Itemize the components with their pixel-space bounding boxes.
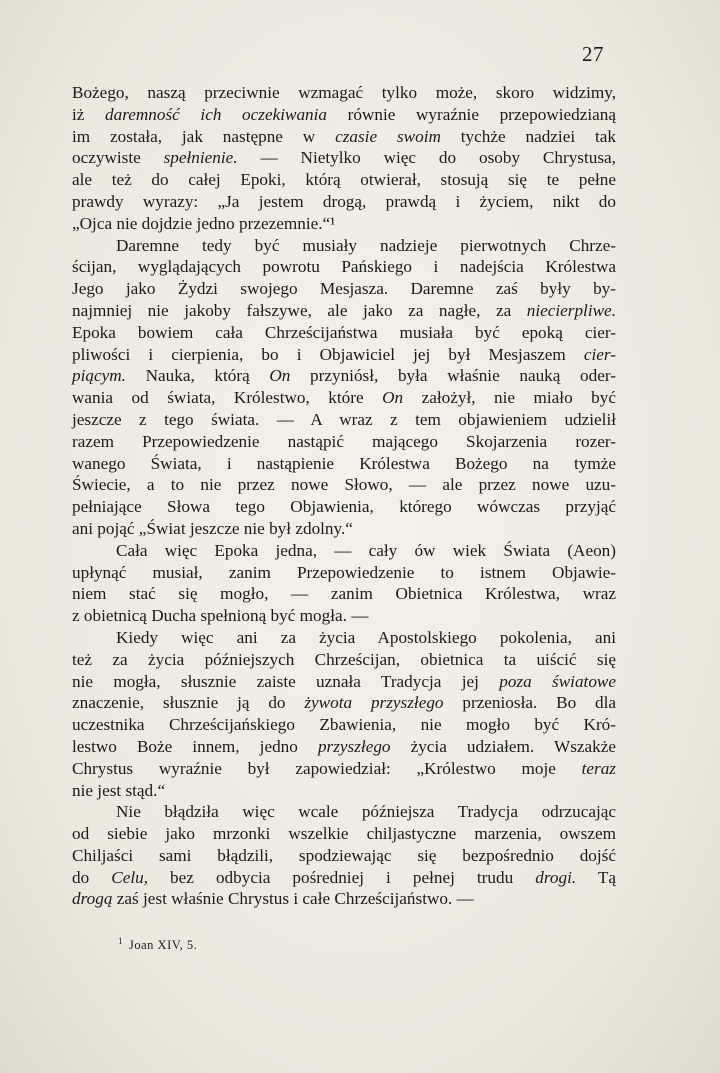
italic-text: żywota przyszłego: [304, 693, 444, 713]
text-run: znaczenie, słusznie ją do: [72, 693, 305, 713]
text-line: [72, 801, 616, 823]
text-run: Świecie, a to nie przez nowe Słowo, — ale przez nowe uzu-: [72, 475, 616, 495]
text-line: [72, 649, 616, 671]
italic-text: Celu,: [111, 867, 148, 887]
text-run: Kiedy więc ani za życia Apostolskiego pokolenia, ani: [116, 627, 616, 647]
text-line: [72, 518, 616, 540]
italic-text: teraz: [581, 758, 616, 778]
text-run: zaś jest właśnie Chrystus i całe Chrześcijaństwo. —: [112, 889, 474, 909]
text-line: [72, 758, 616, 780]
text-run: tychże nadziei tak: [440, 126, 616, 146]
italic-text: spełnienie.: [163, 148, 238, 168]
text-run: wania od świata, Królestwo, które: [72, 388, 383, 408]
text-run: przyniósł, była właśnie nauką oder-: [290, 366, 616, 386]
text-line: [72, 387, 616, 409]
text-line: [72, 496, 616, 518]
text-run: niem stać się mogło, — zanim Obietnica Królestwa, wraz: [72, 584, 616, 604]
text-line: [72, 605, 616, 627]
text-line: [72, 169, 616, 191]
italic-text: cier-: [583, 344, 616, 364]
italic-text: drogą: [72, 889, 113, 909]
text-line: [72, 126, 616, 148]
text-run: uczestnika Chrześcijańskiego Zbawienia, nie mogło być Kró-: [72, 715, 616, 735]
text-run: też za życia późniejszych Chrześcijan, obietnica ta uiścić się: [72, 649, 616, 669]
text-run: ścijan, wyglądających powrotu Pańskiego i nadejścia Królestwa: [72, 257, 616, 277]
text-line: [72, 191, 616, 213]
page-number: 27: [582, 42, 604, 66]
text-line: [72, 256, 616, 278]
italic-text: drogi.: [535, 867, 577, 887]
footnote-marker: 1: [118, 936, 123, 946]
text-line: [72, 888, 616, 910]
text-line: [72, 736, 616, 758]
italic-text: daremność ich oczekiwania: [105, 104, 328, 124]
footnote-text: Joan XIV, 5.: [129, 938, 198, 953]
text-line: [72, 627, 616, 649]
text-run: życia udziałem. Wszakże: [390, 736, 616, 756]
text-run: równie wyraźnie przepowiedzianą: [327, 104, 617, 124]
text-line: [72, 104, 616, 126]
text-run: Chrystus wyraźnie był zapowiedział: „Królestwo moje: [72, 758, 582, 778]
text-run: — Nietylko więc do osoby Chrystusa,: [237, 148, 616, 168]
text-run: założył, nie miało być: [403, 388, 616, 408]
text-line: [72, 344, 616, 366]
text-line: [72, 845, 616, 867]
text-run: Cała więc Epoka jedna, — cały ów wiek Świata (Aeon): [116, 540, 616, 560]
text-line: [72, 82, 616, 104]
text-line: [72, 322, 616, 344]
text-line: [72, 453, 616, 475]
text-run: im została, jak następne w: [72, 126, 336, 146]
text-line: [72, 431, 616, 453]
text-run: upłynąć musiał, zanim Przepowiedzenie to istnem Objawie-: [72, 562, 616, 582]
italic-text: piącym.: [72, 366, 126, 386]
text-run: ale też do całej Epoki, którą otwierał, stosują się te pełne: [72, 170, 616, 190]
text-run: jeszcze z tego świata. — A wraz z tem objawieniem udzielił: [72, 409, 616, 429]
text-run: lestwo Boże innem, jedno: [72, 736, 318, 756]
italic-text: poza światowe: [499, 671, 617, 691]
text-run: Jego jako Żydzi swojego Mesjasza. Daremne zaś były by-: [72, 279, 616, 299]
text-line: [72, 365, 616, 387]
text-line: [72, 278, 616, 300]
text-line: [72, 714, 616, 736]
italic-text: przyszłego: [317, 736, 391, 756]
text-line: [72, 583, 616, 605]
text-line: [72, 562, 616, 584]
text-run: nie jest stąd.“: [72, 780, 166, 800]
italic-text: czasie swoim: [335, 126, 441, 146]
text-line: [72, 235, 616, 257]
text-run: Nauka, którą: [125, 366, 270, 386]
text-run: Bożego, naszą przeciwnie wzmagać tylko może, skoro widzimy,: [72, 83, 616, 102]
text-line: [72, 213, 616, 235]
text-line: [72, 867, 616, 889]
text-run: prawdy wyrazy: „Ja jestem drogą, prawdą i życiem, nikt do: [72, 191, 616, 211]
text-run: nie mogła, słusznie zaiste uznała Tradycja jej: [72, 671, 500, 691]
text-run: Nie błądziła więc wcale późniejsza Tradycja odrzucając: [116, 802, 616, 822]
text-run: najmniej nie jakoby fałszywe, ale jako za nagłe, za: [72, 300, 527, 320]
text-run: ani pojąć „Świat jeszcze nie był zdolny.“: [72, 518, 353, 538]
text-run: z obietnicą Ducha spełnioną być mogła. —: [72, 606, 369, 626]
text-run: bez odbycia pośredniej i pełnej trudu: [148, 867, 536, 887]
text-run: Chiljaści sami błądzili, spodziewając się bezpośrednio dojść: [72, 845, 616, 865]
text-run: pliwości i cierpienia, bo i Objawiciel jej był Mesjaszem: [72, 344, 584, 364]
text-line: [72, 692, 616, 714]
text-line: [72, 147, 616, 169]
text-line: [72, 671, 616, 693]
italic-text: On: [269, 366, 291, 386]
text-run: przeniosła. Bo dla: [443, 693, 617, 713]
italic-text: niecierpliwe.: [526, 300, 616, 320]
text-line: [72, 540, 616, 562]
text-run: oczywiste: [72, 148, 164, 168]
text-run: razem Przepowiedzenie nastąpić mającego Skojarzenia rozer-: [72, 431, 616, 451]
text-run: Tą: [576, 867, 617, 887]
text-line: [72, 823, 616, 845]
text-run: do: [72, 867, 112, 887]
text-run: wanego Świata, i nastąpienie Królestwa Bożego na tymże: [72, 453, 616, 473]
text-line: [72, 300, 616, 322]
italic-text: On: [382, 388, 404, 408]
text-run: Epoka bowiem cała Chrześcijaństwa musiała być epoką cier-: [72, 322, 616, 342]
text-run: iż: [72, 104, 106, 124]
text-run: pełniające Słowa tego Objawienia, którego wówczas przyjąć: [72, 497, 616, 517]
text-line: [72, 409, 616, 431]
text-line: [72, 780, 616, 802]
text-run: od siebie jako mrzonki wszelkie chiljastyczne marzenia, owszem: [72, 824, 616, 844]
footnote: [118, 936, 197, 953]
text-line: [72, 474, 616, 496]
body-text: [72, 82, 616, 910]
text-run: Daremne tedy być musiały nadzieje pierwotnych Chrze-: [116, 235, 616, 255]
text-run: „Ojca nie dojdzie jedno przezemnie.“¹: [72, 213, 336, 233]
